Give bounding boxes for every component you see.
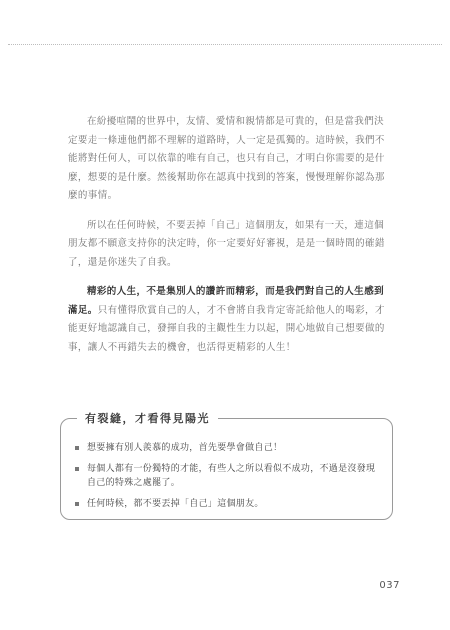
tip-box bbox=[60, 412, 393, 520]
paragraph-1-text: 在紛擾喧鬧的世界中，友情、愛情和親情都是可貴的，但是當我們決定要走一條連他們都不理解的道路時，人一定是孤獨的。這時候，我們不能將對任何人，可以依靠的唯有自己，也只有自己，才明白你需要的是什麼，想要的是什麼。然後幫助你在認真中找到的答案，慢慢理解你認為那麼的事情。 bbox=[68, 116, 385, 201]
tip-list bbox=[73, 441, 382, 518]
tip-item bbox=[73, 462, 382, 490]
paragraph-1 bbox=[68, 113, 388, 206]
body-text bbox=[68, 113, 388, 368]
square-bullet-icon bbox=[75, 446, 79, 450]
square-bullet-icon bbox=[75, 467, 79, 471]
tip-item bbox=[73, 497, 382, 511]
tip-item-text: 任何時候，都不要丟掉「自己」這個朋友。 bbox=[87, 499, 264, 509]
tip-title: 有裂縫，才看得見陽光 bbox=[77, 410, 218, 426]
paragraph-3-emphasis: 精彩的人生，不是集別人的讚許而精彩，而是我們對自己的人生感到滿足。 bbox=[68, 286, 385, 316]
tip-item bbox=[73, 441, 382, 455]
tip-item-text: 想要擁有別人羨慕的成功，首先要學會做自己！ bbox=[87, 443, 283, 453]
page-number: 037 bbox=[379, 580, 400, 591]
paragraph-2 bbox=[68, 217, 388, 273]
paragraph-2-text: 所以在任何時候，不要丟掉「自己」這個朋友，如果有一天，連這個朋友都不願意支持你的決定時，你一定要好好審視，是是一個時間的確錯了，還是你迷失了自我。 bbox=[68, 219, 385, 268]
tip-item-text: 每個人都有一份獨特的才能，有些人之所以看似不成功，不過是沒發現自己的特殊之處罷了。 bbox=[87, 464, 376, 488]
paragraph-3-text: 只有懂得欣賞自己的人，才不會將自我肯定寄託給他人的喝彩，才能更好地認識自己，發揮自我的主觀性生力以起，開心地做自己想要做的事，讓人不再錯失去的機會，也活得更精彩的人生！ bbox=[68, 304, 385, 353]
paragraph-3 bbox=[68, 283, 388, 357]
header-rule bbox=[8, 44, 442, 45]
square-bullet-icon bbox=[75, 502, 79, 506]
